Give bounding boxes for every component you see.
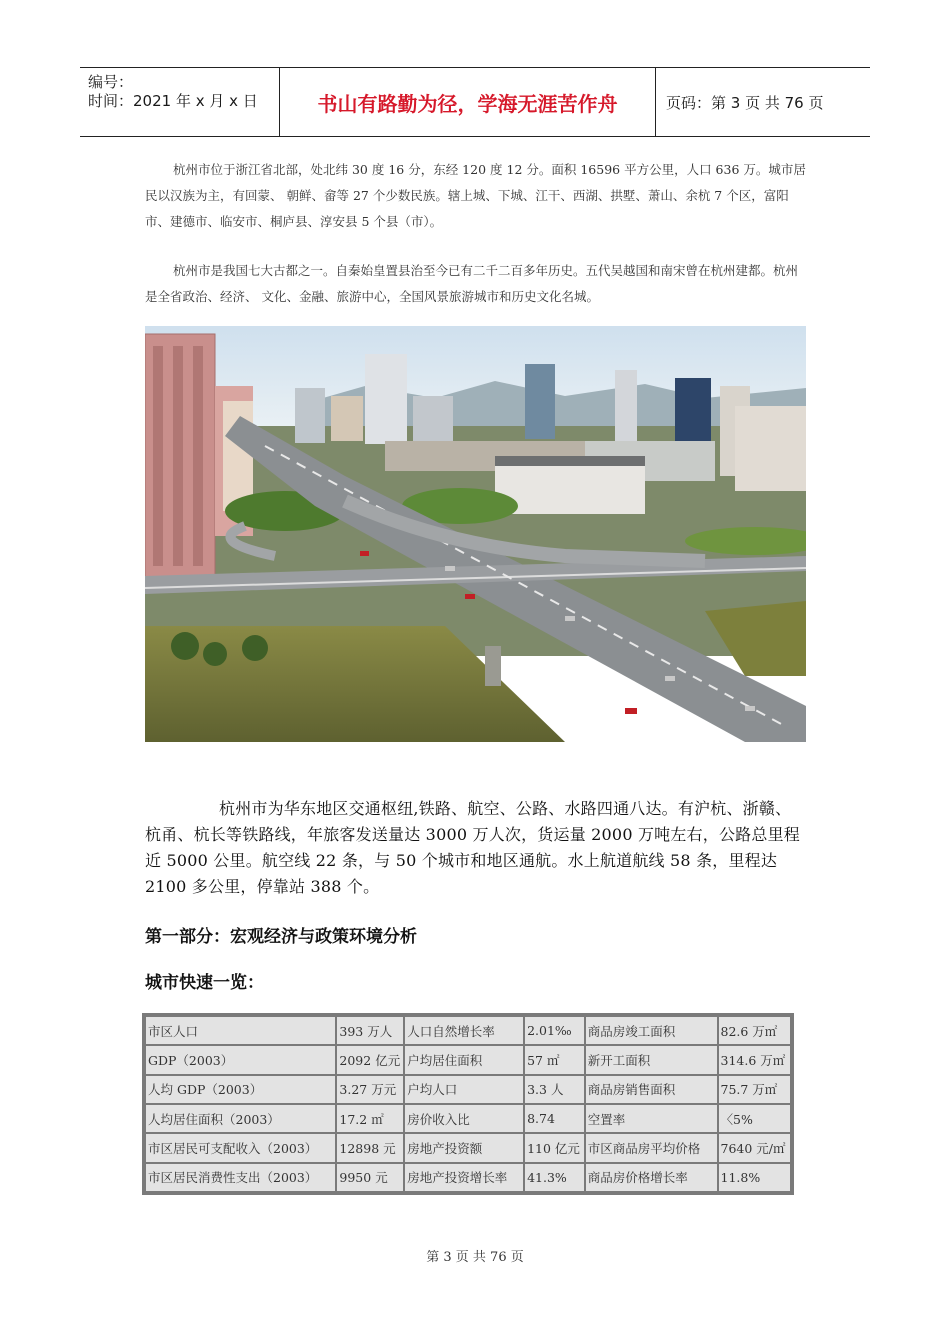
header-motto: 书山有路勤为径，学海无涯苦作舟 bbox=[280, 68, 656, 136]
table-cell: 空置率 bbox=[586, 1105, 717, 1132]
city-overview-grid bbox=[144, 1015, 792, 1193]
table-cell: 3.27 万元 bbox=[337, 1076, 403, 1103]
table-cell: 人均 GDP（2003） bbox=[146, 1076, 335, 1103]
table-row bbox=[146, 1017, 790, 1044]
table-cell: 市区居民消费性支出（2003） bbox=[146, 1164, 335, 1191]
table-cell: 人均居住面积（2003） bbox=[146, 1105, 335, 1132]
page-header bbox=[80, 67, 870, 137]
section-heading-part1: 第一部分：宏观经济与政策环境分析 bbox=[145, 927, 417, 947]
table-cell: 户均居住面积 bbox=[405, 1046, 523, 1073]
table-cell: 17.2 ㎡ bbox=[337, 1105, 403, 1132]
document-number-label: 编号： bbox=[88, 73, 134, 91]
paragraph-transport: 杭州市为华东地区交通枢纽,铁路、航空、公路、水路四通八达。有沪杭、浙赣、杭甬、杭长等铁路线，年旅客发送量达 3000 万人次，货运量 2000 万吨左右，公路总里程近 5000 公里。航空线 22 条，与 50 个城市和地区通航。水上航道航线 58 条，里程达 2100 多公里，停靠站 388 个。 bbox=[145, 799, 800, 896]
table-cell: 2.01‰ bbox=[525, 1017, 584, 1044]
table-row bbox=[146, 1164, 790, 1191]
paragraph-history: 杭州市是我国七大古都之一。自秦始皇置县治至今已有二千二百多年历史。五代吴越国和南宋曾在杭州建都。杭州是全省政治、经济、 文化、金融、旅游中心，全国风景旅游城市和历史文化名城。 bbox=[145, 263, 799, 304]
table-cell: 75.7 万㎡ bbox=[719, 1076, 791, 1103]
table-cell: 商品房价格增长率 bbox=[586, 1164, 717, 1191]
table-cell: 314.6 万㎡ bbox=[719, 1046, 791, 1073]
table-cell: 82.6 万㎡ bbox=[719, 1017, 791, 1044]
table-cell: 57 ㎡ bbox=[525, 1046, 584, 1073]
header-meta bbox=[80, 68, 280, 136]
table-cell: 11.8% bbox=[719, 1164, 791, 1191]
city-interchange-photo bbox=[145, 326, 806, 742]
table-cell: 9950 元 bbox=[337, 1164, 403, 1191]
table-cell: 房价收入比 bbox=[405, 1105, 523, 1132]
header-page-info: 页码：第 3 页 共 76 页 bbox=[666, 93, 824, 112]
table-cell: 人口自然增长率 bbox=[405, 1017, 523, 1044]
table-row bbox=[146, 1105, 790, 1132]
table-cell: 〈5% bbox=[719, 1105, 791, 1132]
table-cell: 户均人口 bbox=[405, 1076, 523, 1103]
table-cell: 2092 亿元 bbox=[337, 1046, 403, 1073]
table-cell: 房地产投资额 bbox=[405, 1134, 523, 1161]
table-cell: 8.74 bbox=[525, 1105, 584, 1132]
section-heading-overview: 城市快速一览： bbox=[145, 973, 264, 993]
table-cell: 393 万人 bbox=[337, 1017, 403, 1044]
table-cell: 商品房销售面积 bbox=[586, 1076, 717, 1103]
table-cell: 110 亿元 bbox=[525, 1134, 584, 1161]
table-cell: 41.3% bbox=[525, 1164, 584, 1191]
table-cell: 商品房竣工面积 bbox=[586, 1017, 717, 1044]
table-cell: 房地产投资增长率 bbox=[405, 1164, 523, 1191]
document-date: 时间：2021 年 x 月 x 日 bbox=[88, 92, 258, 110]
table-row bbox=[146, 1046, 790, 1073]
table-cell: 市区居民可支配收入（2003） bbox=[146, 1134, 335, 1161]
paragraph-geography: 杭州市位于浙江省北部，处北纬 30 度 16 分，东经 120 度 12 分。面积 16596 平方公里，人口 636 万。城市居民以汉族为主，有回蒙、 朝鲜、畲等 27 个少数民族。辖上城、下城、江干、西湖、拱墅、萧山、余杭 7 个区，富阳市、建德市、临安市、桐庐县、淳安县 5 个县（市）。 bbox=[145, 162, 806, 229]
table-cell: 12898 元 bbox=[337, 1134, 403, 1161]
table-cell: 3.3 人 bbox=[525, 1076, 584, 1103]
table-cell: 市区人口 bbox=[146, 1017, 335, 1044]
table-row bbox=[146, 1134, 790, 1161]
table-cell: GDP（2003） bbox=[146, 1046, 335, 1073]
table-cell: 7640 元/㎡ bbox=[719, 1134, 791, 1161]
table-cell: 新开工面积 bbox=[586, 1046, 717, 1073]
table-cell: 市区商品房平均价格 bbox=[586, 1134, 717, 1161]
city-overview-table bbox=[142, 1013, 794, 1195]
table-row bbox=[146, 1076, 790, 1103]
page-footer-number: 第 3 页 共 76 页 bbox=[426, 1250, 524, 1265]
